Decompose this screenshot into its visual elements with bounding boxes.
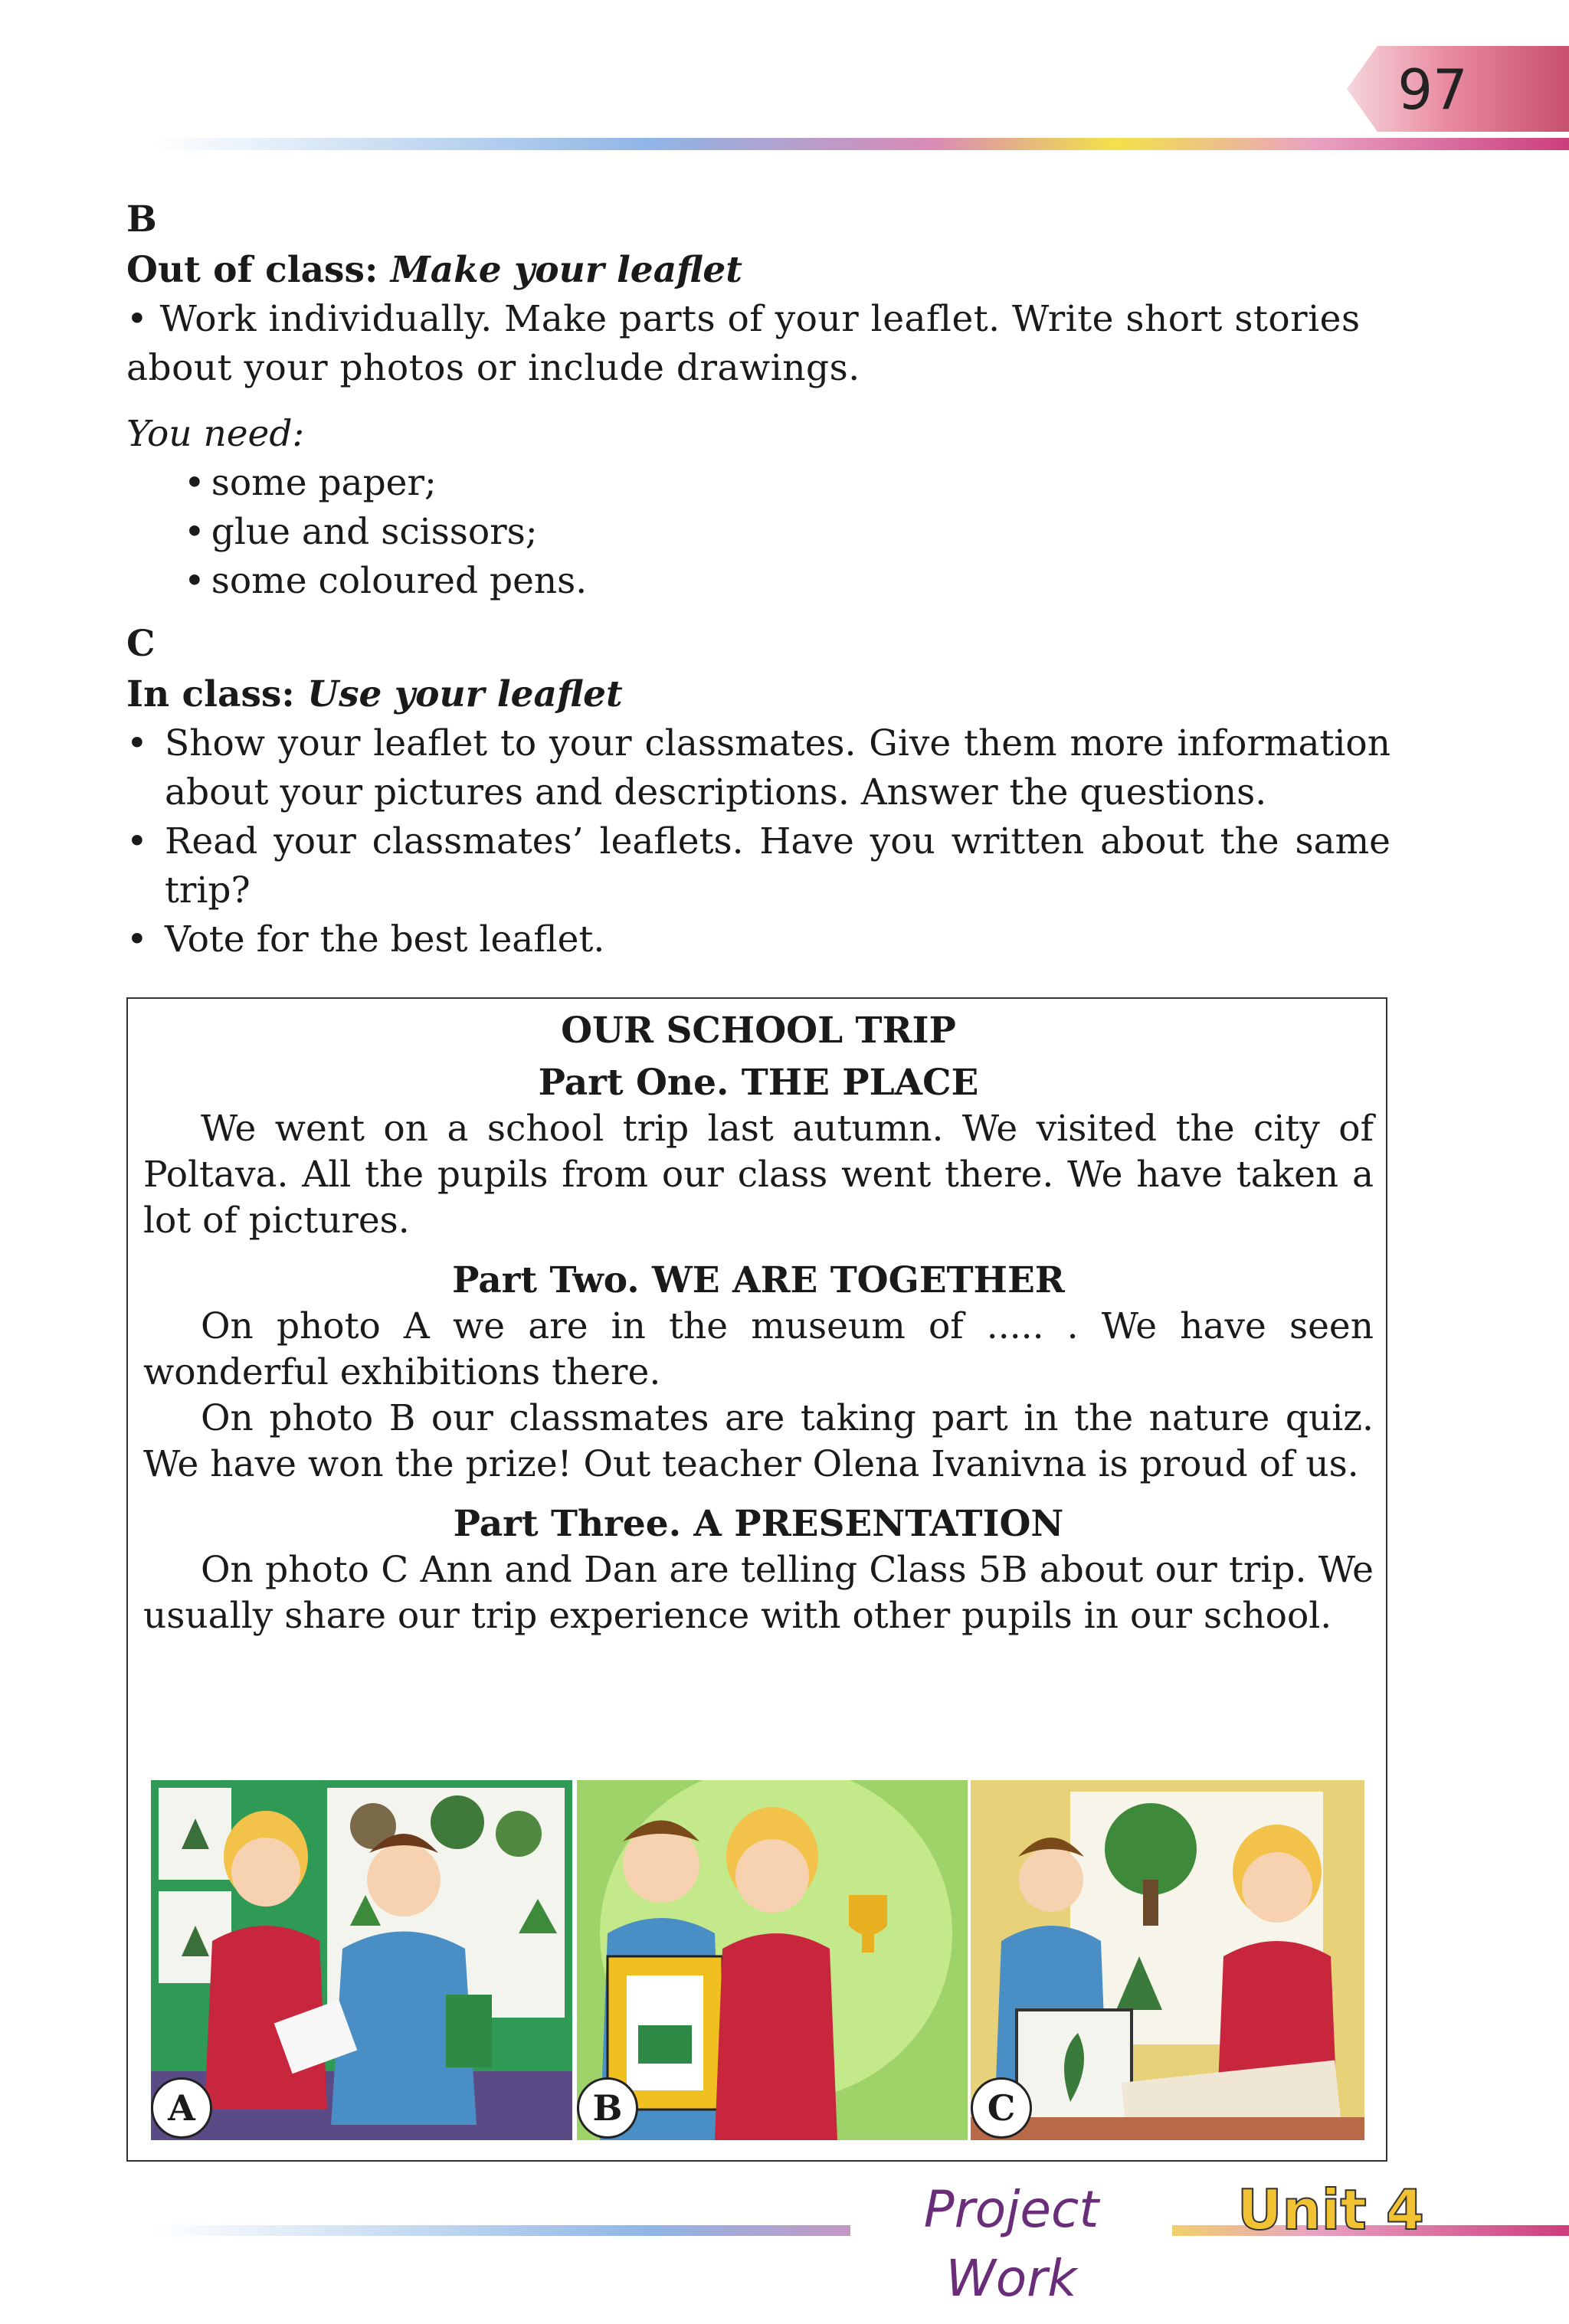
photo-strip bbox=[151, 1780, 1364, 2140]
list-item: • Vote for the best leaflet. bbox=[126, 915, 1390, 964]
top-divider bbox=[153, 138, 1569, 150]
photo-b bbox=[577, 1780, 968, 2140]
part-two-paragraph-2: On photo B our classmates are taking part in the nature quiz. We have won the prize! Out teacher Olena Ivanivna is proud of us. bbox=[143, 1397, 1374, 1485]
section-c-heading bbox=[126, 670, 1390, 719]
part-three-title: Part Three. A PRESENTATION bbox=[453, 1503, 1064, 1545]
leaflet-title: OUR SCHOOL TRIP bbox=[561, 1010, 956, 1052]
list-item: • Read your classmates’ leaflets. Have you written about the same trip? bbox=[126, 817, 1390, 915]
leaflet-text bbox=[143, 999, 1374, 1639]
section-c-heading-title: Use your leaflet bbox=[307, 673, 623, 715]
list-item: • glue and scissors; bbox=[184, 508, 1390, 557]
photo-c bbox=[971, 1780, 1364, 2140]
unit-logo bbox=[1214, 2168, 1429, 2252]
leaflet-box bbox=[126, 997, 1387, 2162]
section-b-paragraph: • Work individually. Make parts of your leaflet. Write short stories about your photos or include drawings. bbox=[126, 298, 1361, 389]
list-item: • some coloured pens. bbox=[184, 557, 1390, 606]
page-number: 97 bbox=[1397, 57, 1468, 122]
unit-logo-text: Unit 4 bbox=[1237, 2178, 1424, 2242]
section-c-list bbox=[126, 719, 1390, 964]
you-need-label: You need: bbox=[126, 413, 305, 455]
photo-a bbox=[151, 1780, 572, 2140]
list-item: • Show your leaflet to your classmates. Give them more information about your pictures and descriptions. Answer the questions. bbox=[126, 719, 1390, 817]
you-need-list bbox=[126, 459, 1390, 606]
section-b-heading-title: Make your leaflet bbox=[390, 249, 742, 291]
section-b-letter: B bbox=[126, 198, 157, 241]
part-two-paragraph-1: On photo A we are in the museum of ..... . We have seen wonderful exhibitions there. bbox=[143, 1305, 1374, 1393]
section-b-heading-prefix: Out of class: bbox=[126, 249, 391, 291]
part-three-paragraph: On photo C Ann and Dan are telling Class 5B about our trip. We usually share our trip experience with other pupils in our school. bbox=[143, 1549, 1374, 1637]
photo-c-label: C bbox=[971, 2077, 1032, 2139]
part-two-title: Part Two. WE ARE TOGETHER bbox=[452, 1259, 1065, 1301]
instructions bbox=[126, 195, 1390, 964]
section-b-heading bbox=[126, 246, 1390, 295]
list-item: • some paper; bbox=[184, 459, 1390, 508]
photo-a-label: A bbox=[151, 2077, 212, 2139]
part-one-title: Part One. THE PLACE bbox=[538, 1062, 979, 1104]
section-c-letter: C bbox=[126, 623, 156, 665]
section-c-heading-prefix: In class: bbox=[126, 673, 308, 715]
part-one-paragraph: We went on a school trip last autumn. We visited the city of Poltava. All the pupils from our class went there. We have taken a lot of pictures. bbox=[143, 1108, 1374, 1242]
footer-title: Project Work bbox=[850, 2175, 1172, 2244]
photo-b-label: B bbox=[577, 2077, 638, 2139]
